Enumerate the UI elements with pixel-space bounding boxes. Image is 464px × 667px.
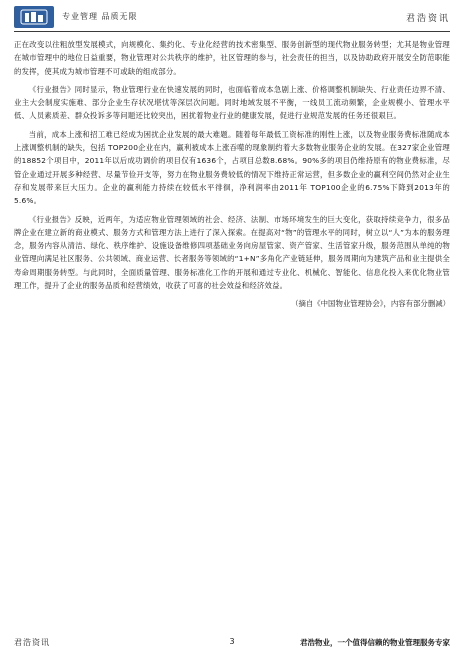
header-brand: 君浩资讯 [405, 14, 450, 24]
paragraph-3: 当前，成本上涨和招工难已经成为困扰企业发展的最大难题。随着每年最低工资标准的刚性上涨，以及物业服务费标准随成本上涨调整机制的缺失，包括 TOP200企业在内，赢利被成本上涨吞噬的现象制约着大多数物业服务企业的发展。在327家企业管理的18852个项目中，2011年以后成功调价的项目仅有1636个，占项目总数8.68%。90%多的项目仍维持原有的物业费标准，尽管企业通过开展多种经营、尽量节俭开支等，努力在物业服务费较低的情况下维持正常运营，但多数企业的赢利空间仍然对企业生存和发展带来巨大压力。企业的赢利能力持续在较低水平徘徊，净利润率由2011年 TOP100企业的6.75%下降到2013年的5.6%。 [14, 129, 450, 206]
page-header [14, 6, 450, 32]
header-slogan: 专业管理 品质无限 [62, 12, 138, 21]
article-body [14, 38, 450, 310]
source-note: （摘自《中国物业管理协会》，内容有部分删减） [291, 299, 450, 309]
header-divider [14, 31, 450, 32]
paragraph-2: 《行业报告》同时显示，物业管理行业在快速发展的同时，也面临着成本急剧上涨、价格调整机制缺失、行业责任边界不清、业主大会制度实施难、部分企业生存状况堪忧等深层次问题。同时地域发展不平衡，一线员工流动频繁，企业规模小、管理水平低、人员素质差、群众投诉多等问题还比较突出，困扰着物业行业的健康发展，促进行业规范发展的任务还很艰巨。 [14, 84, 450, 121]
paragraph-4: 《行业报告》反映，近两年，为适应物业管理领域的社会、经济、法制、市场环境发生的巨大变化，获取持续竞争力，很多品牌企业在建立新的商业模式、服务方式和管理方法上进行了深入探索。在提高对“物”的管理水平的同时，树立以“人”为本的服务理念，服务内容从清洁、绿化、秩序维护、设施设备维修四项基础业务向房屋管家、资产管家、生活管家升级，服务范围从单纯的物业管理向满足社区服务、公共领域、商业运营、长者服务等领域的“1+N”多角化产业链延伸，服务周期向为建筑产品和业主提供全寿命周期服务转型。与此同时，全面质量管理、服务标准化工作的开展和通过专业化、机械化、智能化、信息化投入来优化物业管理工作，提升了企业的服务品质和经营绩效，收获了可喜的社会效益和经济效益。 [14, 214, 450, 291]
footer-brand: 君浩资讯 [14, 638, 50, 647]
company-logo [14, 6, 54, 28]
footer-tagline: 君浩物业，一个值得信赖的物业管理服务专家 [300, 638, 450, 647]
paragraph-1: 正在改变以往粗放型发展模式，向规模化、集约化、专业化经营的技术密集型、服务创新型的现代物业服务转型；尤其是物业管理在城市管理中的地位日益重要，物业管理对公共秩序的维护，社区管理的参与，社会责任的担当，以及协助政府开展安全防范职能的发挥，使其成为城市管理不可或缺的组成部分。 [14, 40, 450, 76]
page-number: 3 [229, 637, 235, 646]
page-footer [14, 633, 450, 653]
building-logo-icon [19, 9, 49, 25]
